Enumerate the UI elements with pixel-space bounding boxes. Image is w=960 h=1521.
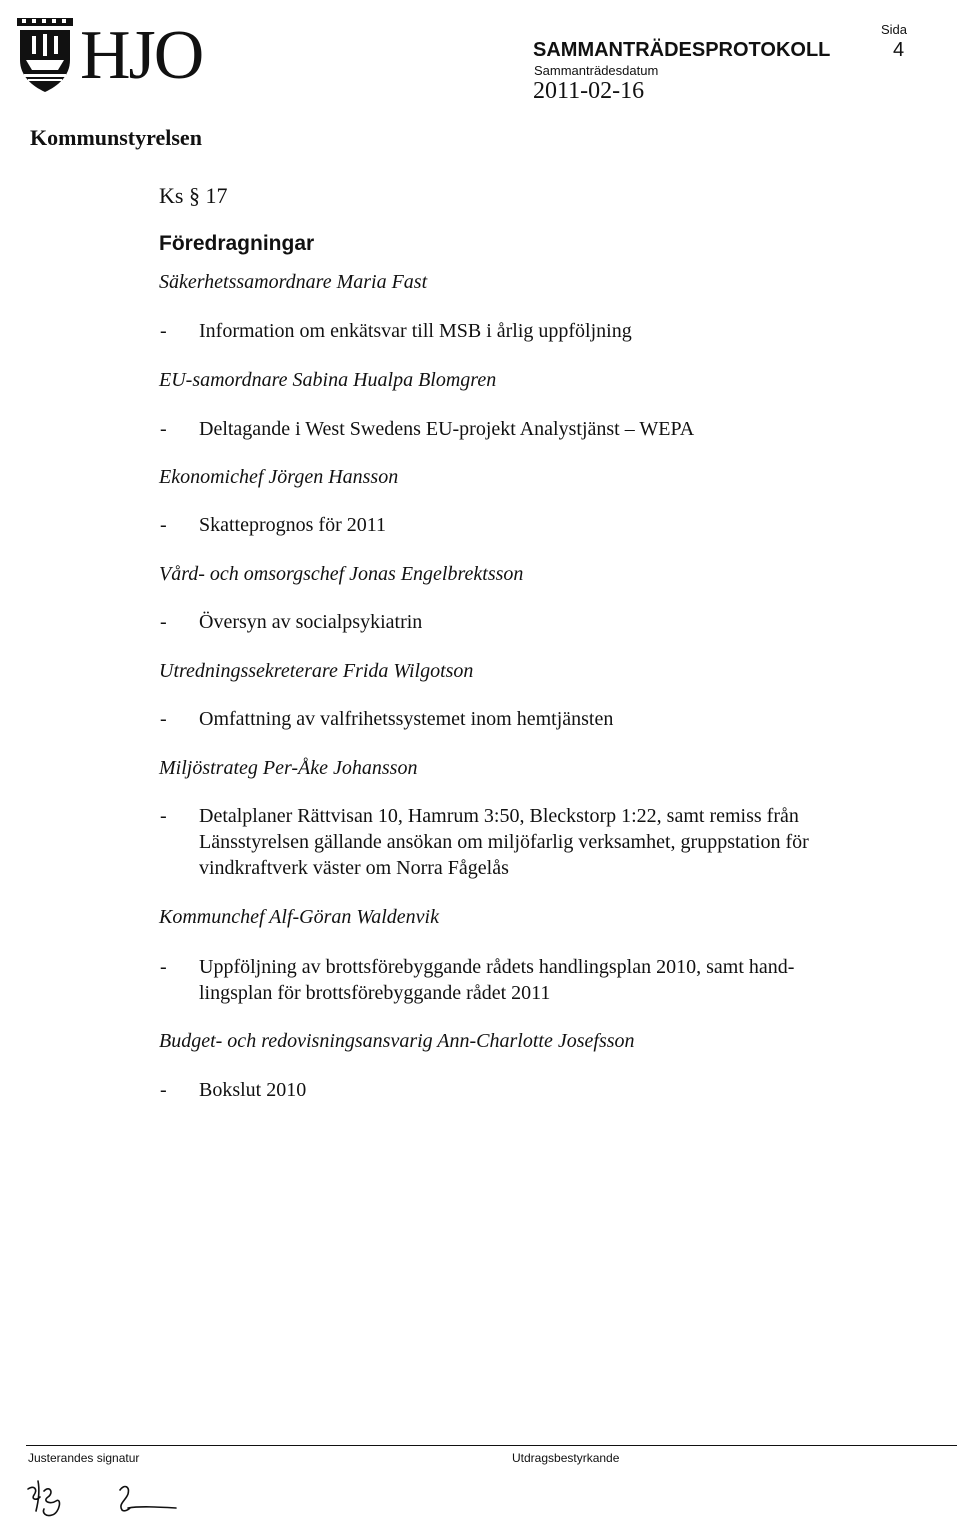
- list-item-line: Information om enkätsvar till MSB i årlig uppföljning: [199, 320, 632, 342]
- signature-initials-icon: [22, 1475, 72, 1519]
- list-item: [199, 416, 919, 442]
- logo-text: HJO: [80, 17, 203, 94]
- list-bullet: -: [160, 805, 167, 827]
- committee-name: Kommunstyrelsen: [30, 125, 202, 150]
- list-bullet: -: [160, 708, 167, 730]
- list-item: [199, 512, 919, 538]
- presenter-name: Budget- och redovisningsansvarig Ann-Charlotte Josefsson: [159, 1030, 635, 1052]
- paragraph-reference: Ks § 17: [159, 183, 228, 208]
- list-item-line: lingsplan för brottsförebyggande rådet 2011: [199, 982, 551, 1004]
- presenter-name: Säkerhetssamordnare Maria Fast: [159, 271, 428, 293]
- list-item-line: Bokslut 2010: [199, 1079, 307, 1101]
- list-item-line: vindkraftverk väster om Norra Fågelås: [199, 857, 509, 879]
- document-title: SAMMANTRÄDESPROTOKOLL: [533, 39, 831, 61]
- list-bullet: -: [160, 611, 167, 633]
- meeting-date-label: Sammanträdesdatum: [534, 63, 659, 78]
- list-item-line: Detalplaner Rättvisan 10, Hamrum 3:50, Bleckstorp 1:22, samt remiss från: [199, 805, 799, 827]
- presenter-name: Kommunchef Alf-Göran Waldenvik: [159, 906, 439, 928]
- list-item-line: Skatteprognos för 2011: [199, 514, 387, 536]
- footer-divider: [26, 1445, 957, 1446]
- page-label: Sida: [881, 22, 908, 37]
- list-bullet: -: [160, 956, 167, 978]
- list-item-line: Länsstyrelsen gällande ansökan om miljöfarlig verksamhet, gruppstation för: [199, 831, 809, 853]
- list-bullet: -: [160, 320, 167, 342]
- meeting-date-value: 2011-02-16: [533, 78, 645, 104]
- list-bullet: -: [160, 514, 167, 536]
- adjuster-signature-label: Justerandes signatur: [28, 1451, 140, 1465]
- signature-initials-icon: [98, 1478, 190, 1518]
- list-bullet: -: [160, 418, 167, 440]
- list-item-line: Deltagande i West Swedens EU-projekt Analystjänst – WEPA: [199, 418, 695, 440]
- presenter-name: Vård- och omsorgschef Jonas Engelbrektsson: [159, 563, 524, 585]
- list-item-line: Översyn av socialpsykiatrin: [199, 611, 423, 633]
- presenter-name: Ekonomichef Jörgen Hansson: [159, 466, 399, 488]
- list-item: [199, 706, 919, 732]
- page-number: 4: [893, 39, 905, 61]
- list-item-line: Omfattning av valfrihetssystemet inom hemtjänsten: [199, 708, 614, 730]
- presenter-name: EU-samordnare Sabina Hualpa Blomgren: [159, 369, 497, 391]
- list-item: [199, 318, 919, 344]
- list-item: [199, 1077, 919, 1103]
- list-item: [199, 954, 919, 1006]
- section-heading: Föredragningar: [159, 232, 315, 255]
- presenter-name: Utredningssekreterare Frida Wilgotson: [159, 660, 474, 682]
- list-item-line: Uppföljning av brottsförebyggande rådets handlingsplan 2010, samt hand-: [199, 956, 795, 978]
- list-item: [199, 803, 919, 881]
- extract-certification-label: Utdragsbestyrkande: [512, 1451, 620, 1465]
- list-item: [199, 609, 919, 635]
- municipal-crest-icon: [14, 16, 76, 94]
- presenter-name: Miljöstrateg Per-Åke Johansson: [159, 757, 418, 779]
- list-bullet: -: [160, 1079, 167, 1101]
